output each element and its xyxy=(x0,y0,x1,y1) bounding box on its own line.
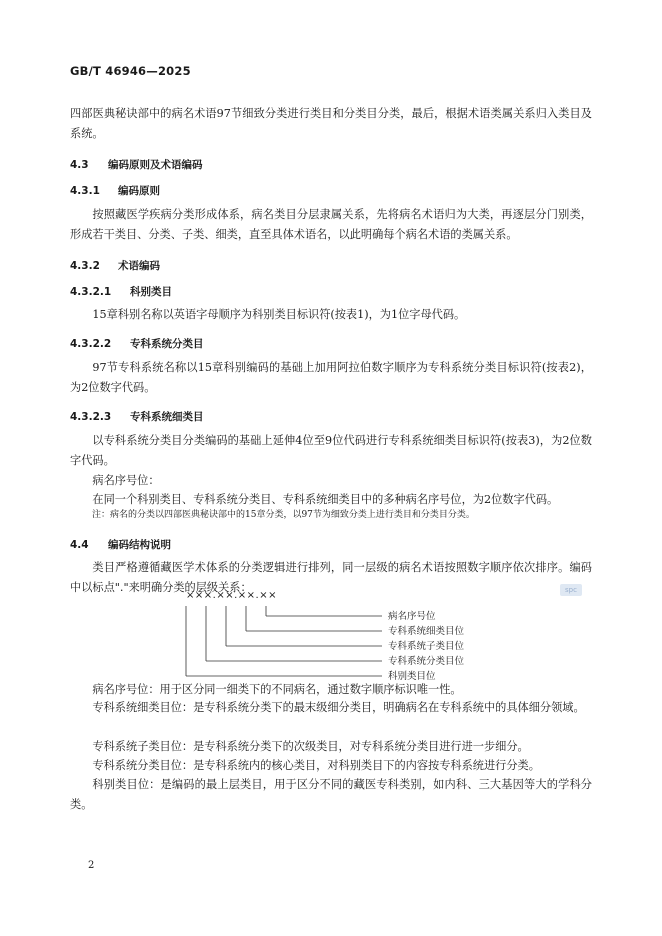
heading-title: 专科系统细类目 xyxy=(130,411,204,423)
standard-number: GB/T 46946—2025 xyxy=(70,64,191,78)
watermark-logo: spc xyxy=(560,584,582,596)
diagram-label-department: 科别类目位 xyxy=(388,671,436,682)
heading-4-3-2-3 xyxy=(70,409,204,424)
serial-body: 在同一个科别类目、专科系统分类目、专科系统细类目中的多种病名序号位，为2位数字代码。 xyxy=(92,493,559,506)
code-structure-diagram xyxy=(180,594,400,684)
heading-4-3 xyxy=(70,157,203,172)
definition-subclass: 专科系统子类目位：是专科系统分类下的次级类目，对专科系统分类目进行进一步细分。 xyxy=(92,740,529,753)
heading-4-4 xyxy=(70,537,171,552)
heading-4-3-1 xyxy=(70,183,160,198)
note: 注：病名的分类以四部医典秘诀部中的15章分类，以97节为细致分类上进行类目和分类目分类。 xyxy=(92,510,475,520)
heading-title: 术语编码 xyxy=(118,260,160,272)
intro-paragraph: 四部医典秘诀部中的病名术语97节细致分类进行类目和分类目分类，最后，根据术语类属关系归入类目及系统。 xyxy=(70,107,592,140)
definition-serial: 病名序号位：用于区分同一细类下的不同病名，通过数字顺序标识唯一性。 xyxy=(92,683,462,696)
heading-number: 4.3 xyxy=(70,159,89,171)
definition-system-class: 专科系统分类目位：是专科系统内的核心类目，对科别类目下的内容按专科系统进行分类。 xyxy=(92,759,540,772)
definition-detail-class: 专科系统细类目位：是专科系统分类下的最末级细分类目，明确病名在专科系统中的具体细分领域。 xyxy=(92,701,585,714)
heading-title: 科别类目 xyxy=(130,286,172,298)
diagram-label-serial: 病名序号位 xyxy=(388,611,436,622)
paragraph-4-3-1: 按照藏医学疾病分类形成体系，病名类目分层隶属关系，先将病名术语归为大类，再逐层分门别类，形成若干类目、分类、子类、细类，直至具体术语名，以此明确每个病名术语的类属关系。 xyxy=(70,208,592,241)
paragraph-4-4: 类目严格遵循藏医学术体系的分类逻辑进行排列，同一层级的病名术语按照数字顺序依次排序。编码中以标点"."来明确分类的层级关系： xyxy=(70,561,592,594)
heading-number: 4.3.2.2 xyxy=(70,338,112,350)
heading-title: 编码原则及术语编码 xyxy=(108,159,203,171)
heading-number: 4.4 xyxy=(70,539,89,551)
heading-4-3-2-2 xyxy=(70,336,204,351)
page-number: 2 xyxy=(88,860,95,871)
definition-department: 科别类目位：是编码的最上层类目，用于区分不同的藏医专科类别，如内科、三大基因等大的学科分类。 xyxy=(70,778,592,811)
diagram-label-detail-class: 专科系统细类目位 xyxy=(388,626,465,637)
paragraph-4-3-2-3: 以专科系统分类目分类编码的基础上延伸4位至9位代码进行专科系统细类目标识符(按表3)，为2位数字代码。 xyxy=(70,434,592,467)
heading-number: 4.3.2 xyxy=(70,260,100,272)
paragraph-4-3-2-2: 97节专科系统名称以15章科别编码的基础上加用阿拉伯数字顺序为专科系统分类目标识符(按表2)，为2位数字代码。 xyxy=(70,361,592,394)
diagram-label-subclass: 专科系统子类目位 xyxy=(388,641,465,652)
diagram-label-system-class: 专科系统分类目位 xyxy=(388,656,465,667)
heading-4-3-2-1 xyxy=(70,284,172,299)
heading-number: 4.3.1 xyxy=(70,185,100,197)
code-pattern: ×××.××.××.×× xyxy=(186,590,277,601)
heading-number: 4.3.2.3 xyxy=(70,411,112,423)
heading-title: 编码结构说明 xyxy=(108,539,171,551)
heading-title: 编码原则 xyxy=(118,185,160,197)
paragraph-4-3-2-1: 15章科别名称以英语字母顺序为科别类目标识符(按表1)，为1位字母代码。 xyxy=(92,308,466,321)
heading-number: 4.3.2.1 xyxy=(70,286,112,298)
serial-title: 病名序号位： xyxy=(92,474,160,487)
heading-title: 专科系统分类目 xyxy=(130,338,204,350)
heading-4-3-2 xyxy=(70,258,160,273)
